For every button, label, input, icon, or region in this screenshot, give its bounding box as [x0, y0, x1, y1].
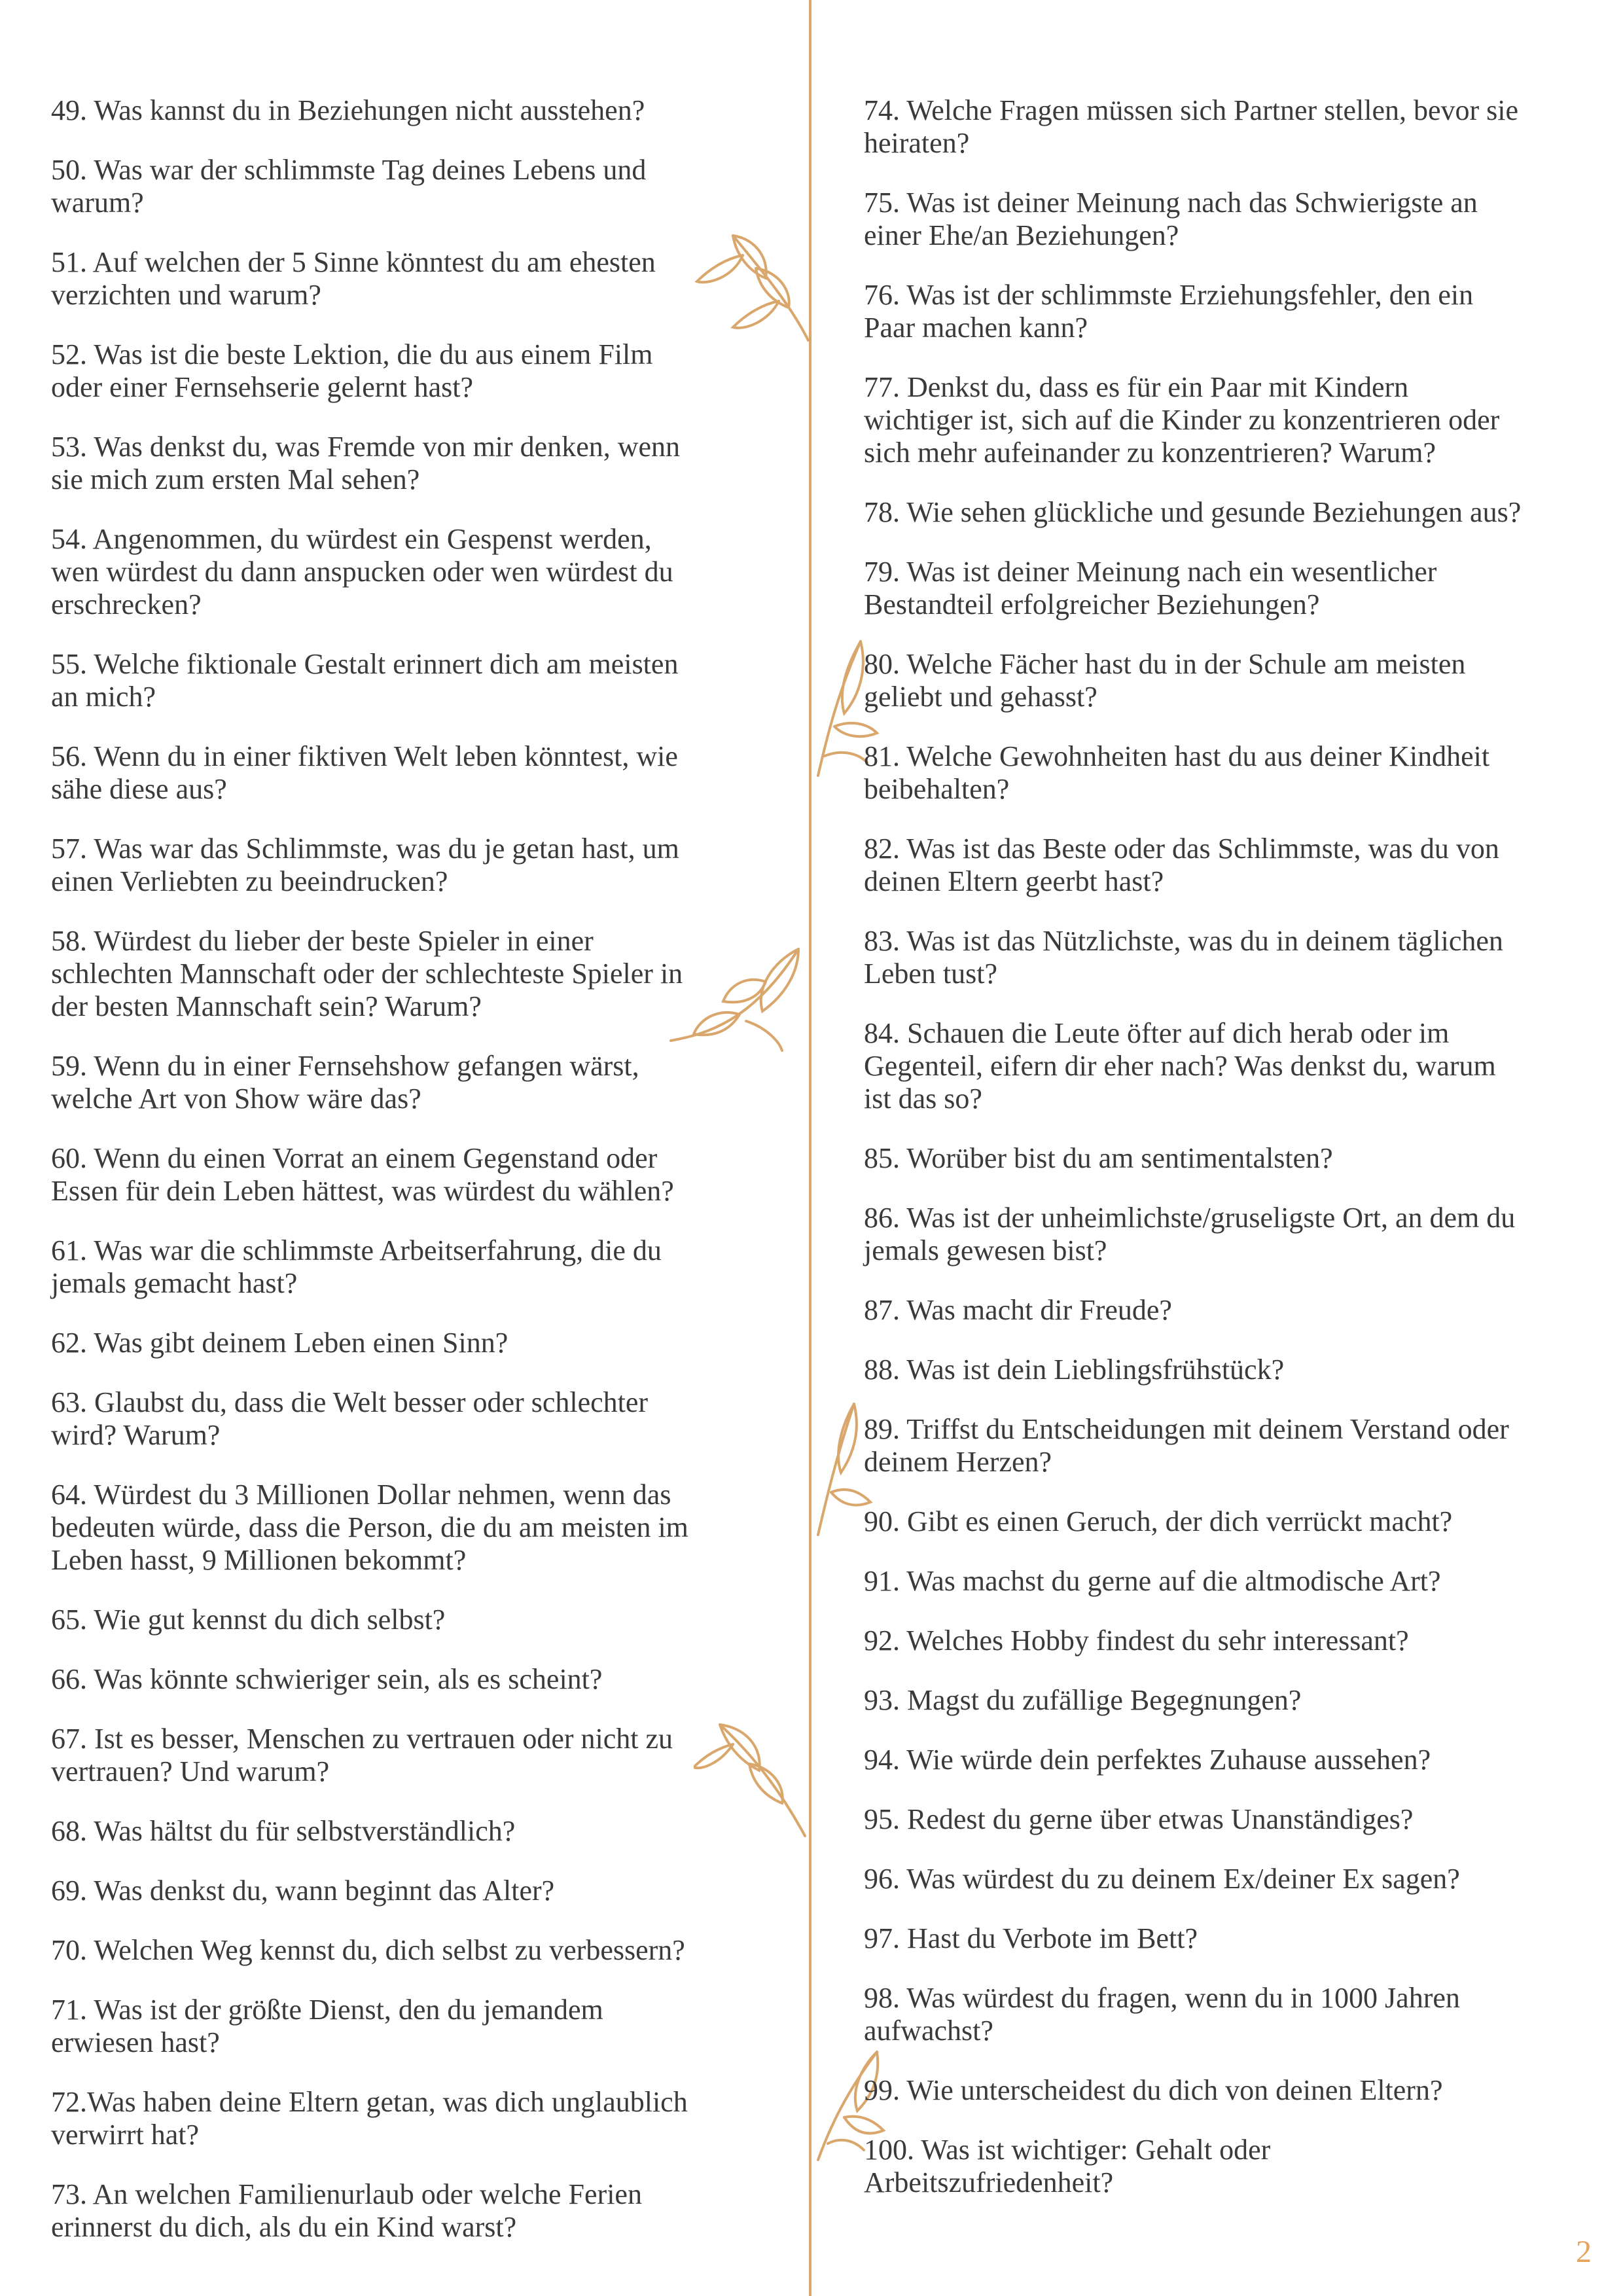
- question-item: 65. Wie gut kennst du dich selbst?: [51, 1604, 446, 1636]
- question-item: 94. Wie würde dein perfektes Zuhause aussehen?: [864, 1744, 1431, 1776]
- question-item: 73. An welchen Familienurlaub oder welche Ferien erinnerst du dich, als du ein Kind warst?: [51, 2178, 642, 2243]
- question-item: 100. Was ist wichtiger: Gehalt oder Arbeitszufriedenheit?: [864, 2134, 1271, 2198]
- question-item: 91. Was machst du gerne auf die altmodische Art?: [864, 1565, 1441, 1597]
- question-item: 87. Was macht dir Freude?: [864, 1294, 1172, 1326]
- question-item: 85. Worüber bist du am sentimentalsten?: [864, 1142, 1333, 1174]
- question-item: 76. Was ist der schlimmste Erziehungsfehler, den ein Paar machen kann?: [864, 279, 1474, 344]
- question-item: 82. Was ist das Beste oder das Schlimmste, was du von deinen Eltern geerbt hast?: [864, 833, 1499, 897]
- question-item: 88. Was ist dein Lieblingsfrühstück?: [864, 1354, 1285, 1386]
- question-item: 66. Was könnte schwieriger sein, als es scheint?: [51, 1663, 603, 1695]
- question-item: 53. Was denkst du, was Fremde von mir denken, wenn sie mich zum ersten Mal sehen?: [51, 431, 681, 495]
- question-item: 96. Was würdest du zu deinem Ex/deiner Ex sagen?: [864, 1863, 1460, 1895]
- question-item: 79. Was ist deiner Meinung nach ein wesentlicher Bestandteil erfolgreicher Beziehungen?: [864, 556, 1437, 620]
- question-item: 52. Was ist die beste Lektion, die du aus einem Film oder einer Fernsehserie gelernt hast?: [51, 338, 653, 403]
- question-item: 55. Welche fiktionale Gestalt erinnert dich am meisten an mich?: [51, 648, 679, 713]
- question-item: 80. Welche Fächer hast du in der Schule am meisten geliebt und gehasst?: [864, 648, 1466, 713]
- question-item: 81. Welche Gewohnheiten hast du aus deiner Kindheit beibehalten?: [864, 740, 1490, 805]
- question-item: 89. Triffst du Entscheidungen mit deinem Verstand oder deinem Herzen?: [864, 1413, 1509, 1478]
- question-item: 84. Schauen die Leute öfter auf dich herab oder im Gegenteil, eifern dir eher nach? Was denkst du, warum ist das so?: [864, 1017, 1496, 1115]
- question-item: 78. Wie sehen glückliche und gesunde Beziehungen aus?: [864, 496, 1522, 528]
- question-item: 74. Welche Fragen müssen sich Partner stellen, bevor sie heiraten?: [864, 94, 1519, 159]
- question-item: 59. Wenn du in einer Fernsehshow gefangen wärst, welche Art von Show wäre das?: [51, 1050, 639, 1115]
- question-item: 92. Welches Hobby findest du sehr interessant?: [864, 1624, 1409, 1657]
- question-item: 75. Was ist deiner Meinung nach das Schwierigste an einer Ehe/an Beziehungen?: [864, 187, 1478, 251]
- question-item: 72.Was haben deine Eltern getan, was dich unglaublich verwirrt hat?: [51, 2086, 688, 2151]
- question-item: 63. Glaubst du, dass die Welt besser oder schlechter wird? Warum?: [51, 1386, 649, 1451]
- question-item: 70. Welchen Weg kennst du, dich selbst zu verbessern?: [51, 1934, 685, 1966]
- question-item: 57. Was war das Schlimmste, was du je getan hast, um einen Verliebten zu beeindrucken?: [51, 833, 679, 897]
- question-item: 98. Was würdest du fragen, wenn du in 1000 Jahren aufwachst?: [864, 1982, 1460, 2047]
- question-item: 86. Was ist der unheimlichste/gruseligste Ort, an dem du jemals gewesen bist?: [864, 1202, 1516, 1266]
- question-item: 93. Magst du zufällige Begegnungen?: [864, 1684, 1302, 1716]
- question-item: 95. Redest du gerne über etwas Unanständiges?: [864, 1803, 1414, 1835]
- question-item: 54. Angenommen, du würdest ein Gespenst werden, wen würdest du dann anspucken oder wen würdest du erschrecken?: [51, 523, 673, 620]
- question-item: 50. Was war der schlimmste Tag deines Lebens und warum?: [51, 154, 647, 219]
- question-item: 64. Würdest du 3 Millionen Dollar nehmen, wenn das bedeuten würde, dass die Person, die du am meisten im Leben hasst, 9 Millionen bekommt?: [51, 1479, 688, 1576]
- question-item: 60. Wenn du einen Vorrat an einem Gegenstand oder Essen für dein Leben hättest, was würdest du wählen?: [51, 1142, 674, 1207]
- question-item: 49. Was kannst du in Beziehungen nicht ausstehen?: [51, 94, 645, 126]
- question-item: 67. Ist es besser, Menschen zu vertrauen oder nicht zu vertrauen? Und warum?: [51, 1723, 673, 1787]
- question-item: 51. Auf welchen der 5 Sinne könntest du am ehesten verzichten und warum?: [51, 246, 656, 311]
- question-item: 61. Was war die schlimmste Arbeitserfahrung, die du jemals gemacht hast?: [51, 1234, 662, 1299]
- question-item: 71. Was ist der größte Dienst, den du jemandem erwiesen hast?: [51, 1994, 603, 2058]
- question-list-right: [864, 94, 1590, 2226]
- question-item: 68. Was hältst du für selbstverständlich?: [51, 1815, 516, 1847]
- question-item: 97. Hast du Verbote im Bett?: [864, 1922, 1198, 1954]
- question-item: 90. Gibt es einen Geruch, der dich verrückt macht?: [864, 1505, 1453, 1537]
- question-list-left: [51, 94, 771, 2270]
- question-item: 77. Denkst du, dass es für ein Paar mit Kindern wichtiger ist, sich auf die Kinder zu konzentrieren oder sich mehr aufeinander zu konzentrieren? Warum?: [864, 371, 1500, 469]
- page-number: 2: [1576, 2234, 1592, 2269]
- question-item: 58. Würdest du lieber der beste Spieler in einer schlechten Mannschaft oder der schlechteste Spieler in der besten Mannschaft sein? Warum?: [51, 925, 683, 1022]
- question-item: 99. Wie unterscheidest du dich von deinen Eltern?: [864, 2074, 1443, 2106]
- question-item: 83. Was ist das Nützlichste, was du in deinem täglichen Leben tust?: [864, 925, 1503, 990]
- question-item: 62. Was gibt deinem Leben einen Sinn?: [51, 1327, 508, 1359]
- question-item: 56. Wenn du in einer fiktiven Welt leben könntest, wie sähe diese aus?: [51, 740, 678, 805]
- question-item: 69. Was denkst du, wann beginnt das Alter?: [51, 1874, 555, 1907]
